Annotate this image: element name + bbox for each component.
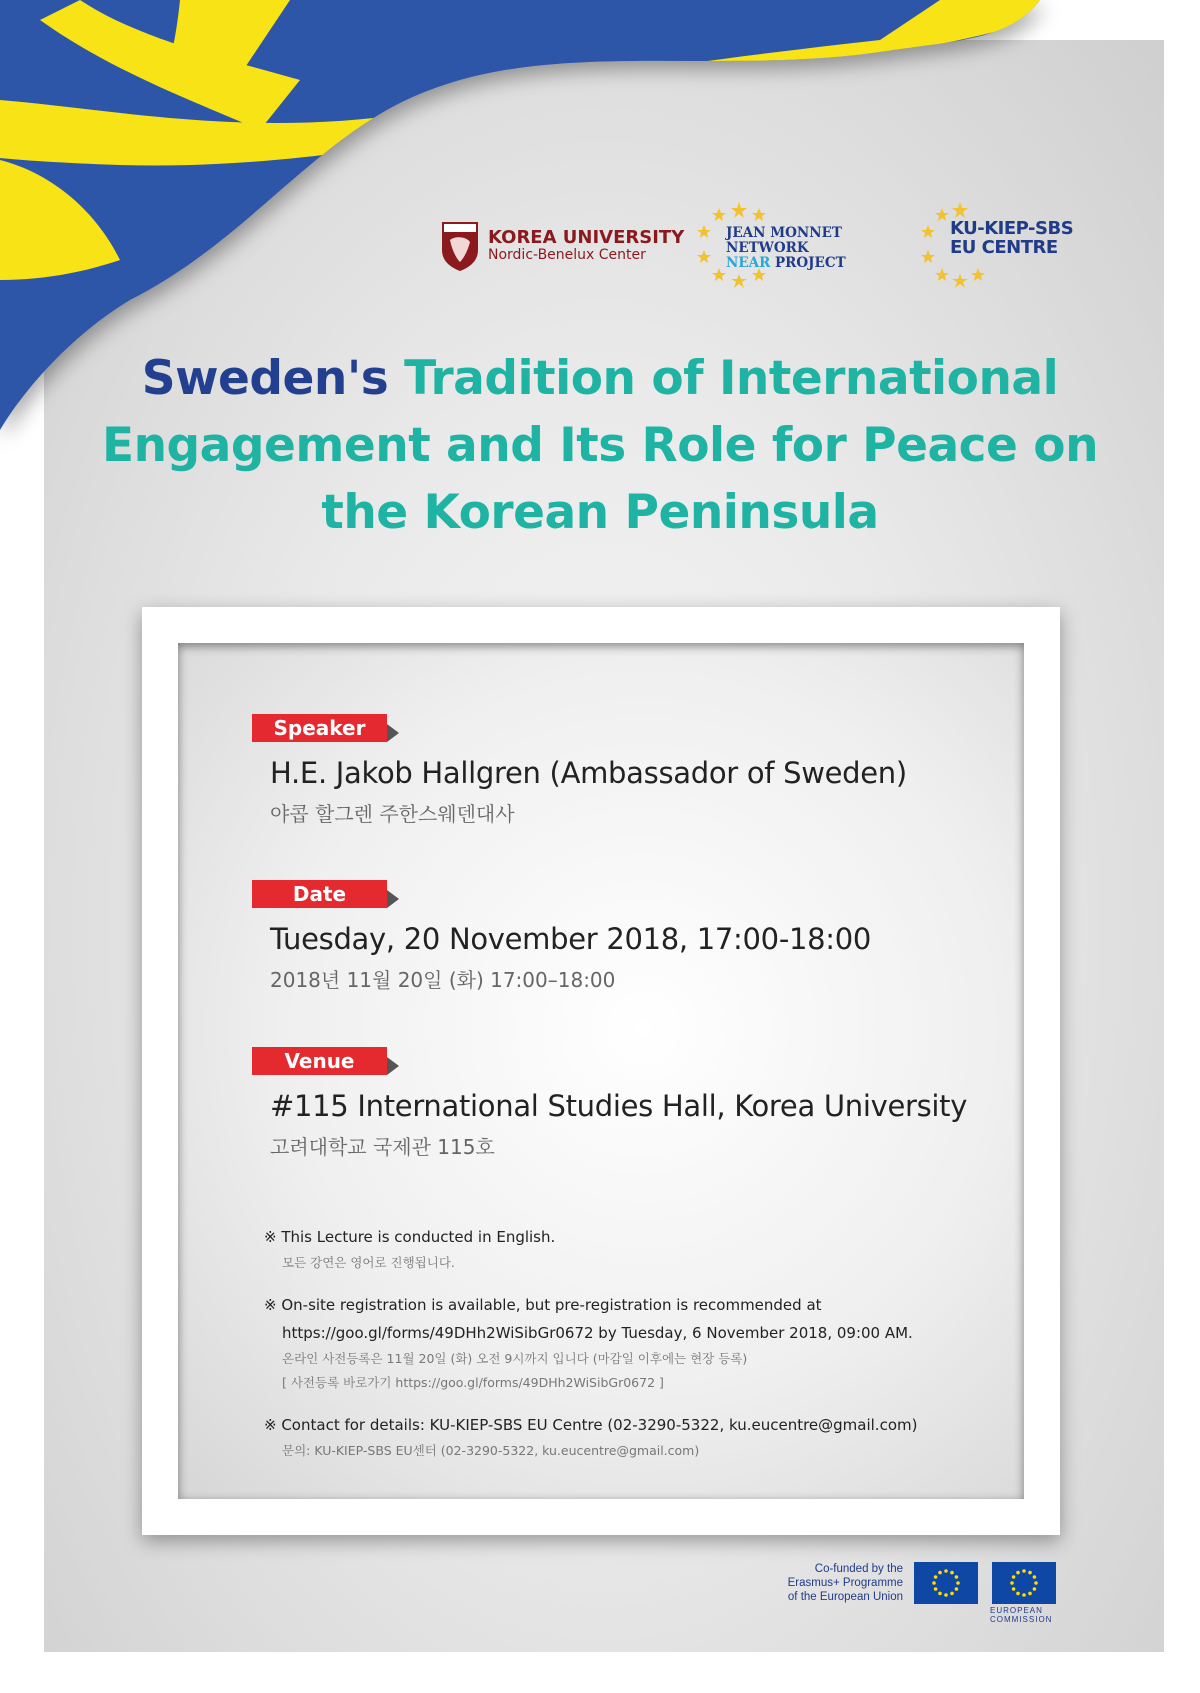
- korea-university-crest-icon: [440, 220, 480, 272]
- note-language-ko: 모든 강연은 영어로 진행됩니다.: [282, 1255, 455, 1270]
- eu-centre-logo: [920, 200, 1080, 290]
- note-registration: [264, 1291, 1004, 1395]
- venue-section: [252, 1047, 967, 1160]
- partner-logos: [440, 200, 1080, 290]
- jean-monnet-logo: [694, 200, 904, 290]
- note-registration-ko: 온라인 사전등록은 11월 20일 (화) 오전 9시까지 입니다 (마감일 이후에는 현장 등록): [282, 1351, 748, 1366]
- cofunded-text: [780, 1562, 903, 1604]
- korea-university-logo: [440, 220, 684, 272]
- date-section: [252, 880, 871, 993]
- date-text-korean: 2018년 11월 20일 (화) 17:00–18:00: [270, 968, 616, 992]
- eu-centre-line1: KU-KIEP-SBS: [950, 218, 1074, 239]
- eu-centre-line2: EU CENTRE: [950, 236, 1058, 258]
- note-contact-en: ※ Contact for details: KU-KIEP-SBS EU Centre (02-3290-5322, ku.eucentre@gmail.com): [264, 1416, 918, 1434]
- near-text: NEAR: [726, 254, 771, 271]
- project-text: PROJECT: [775, 254, 846, 271]
- jean-monnet-network-text: JEAN MONNET NETWORK: [726, 225, 842, 256]
- note-contact-ko: 문의: KU-KIEP-SBS EU센터 (02-3290-5322, ku.eucentre@gmail.com): [282, 1443, 700, 1458]
- notes-list: [264, 1223, 1004, 1479]
- european-commission-flag-icon: [992, 1562, 1056, 1604]
- info-frame: [142, 607, 1060, 1535]
- date-text: Tuesday, 20 November 2018, 17:00-18:00: [270, 922, 872, 956]
- registration-link[interactable]: https://goo.gl/forms/49DHh2WiSibGr0672 by Tuesday, 6 November 2018, 09:00 AM.: [282, 1324, 913, 1342]
- korea-university-name: KOREA UNIVERSITY: [488, 227, 685, 249]
- cofunded-line2: Erasmus+ Programme: [787, 1577, 903, 1589]
- note-registration-en: ※ On-site registration is available, but pre-registration is recommended at: [264, 1296, 822, 1314]
- date-tag: Date: [252, 880, 387, 908]
- european-commission-text: [990, 1606, 1060, 1624]
- venue-text-korean: 고려대학교 국제관 115호: [270, 1135, 495, 1159]
- registration-link-ko[interactable]: [ 사전등록 바로가기 https://goo.gl/forms/49DHh2WiSibGr0672 ]: [282, 1375, 664, 1390]
- venue-text: #115 International Studies Hall, Korea University: [270, 1089, 968, 1123]
- note-language: [264, 1223, 1004, 1275]
- ec-line1: EUROPEAN: [990, 1606, 1043, 1615]
- speaker-tag: Speaker: [252, 714, 387, 742]
- speaker-section: [252, 714, 907, 827]
- speaker-name-korean: 야콥 할그렌 주한스웨덴대사: [270, 802, 515, 826]
- lecture-title: [90, 345, 1110, 546]
- eu-funding-footer: [780, 1560, 1160, 1640]
- nordic-benelux-center: Nordic-Benelux Center: [488, 247, 646, 264]
- title-highlight: Sweden's: [141, 351, 389, 406]
- title-line1-rest: Tradition of International: [404, 351, 1059, 406]
- title-line2: Engagement and Its Role for Peace on: [101, 418, 1099, 473]
- cofunded-line3: of the European Union: [787, 1591, 903, 1603]
- cofunded-line1: Co-funded by the: [814, 1563, 903, 1575]
- note-contact: [264, 1411, 1004, 1463]
- title-line3: the Korean Peninsula: [321, 485, 879, 540]
- venue-tag: Venue: [252, 1047, 387, 1075]
- ec-line2: COMMISSION: [990, 1615, 1053, 1624]
- eu-flag-icon: [914, 1562, 978, 1604]
- speaker-name: H.E. Jakob Hallgren (Ambassador of Sweden): [270, 756, 907, 790]
- note-language-en: ※ This Lecture is conducted in English.: [264, 1228, 556, 1246]
- info-panel: [178, 643, 1024, 1499]
